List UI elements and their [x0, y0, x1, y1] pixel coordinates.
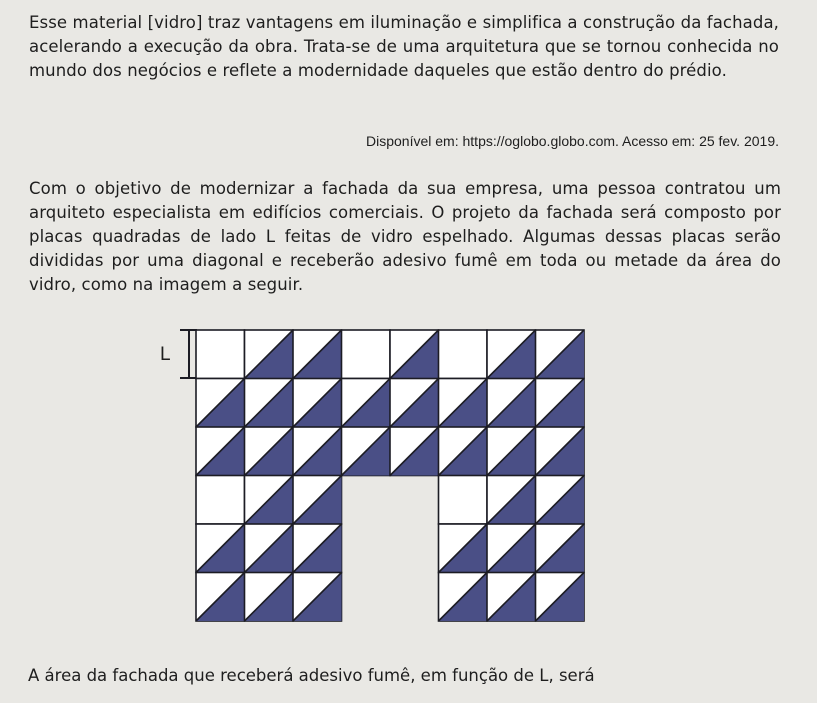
tinted-glass-tile	[390, 330, 439, 379]
tinted-glass-tile	[439, 524, 488, 573]
tinted-glass-tile	[536, 379, 585, 428]
tinted-glass-tile	[390, 379, 439, 428]
tinted-glass-tile	[487, 573, 536, 622]
tinted-glass-tile	[536, 524, 585, 573]
clear-glass-tile	[342, 330, 391, 379]
clear-glass-tile	[439, 330, 488, 379]
clear-glass-tile	[196, 330, 245, 379]
clear-glass-tile	[439, 476, 488, 525]
tinted-glass-tile	[487, 330, 536, 379]
tinted-glass-tile	[536, 427, 585, 476]
tinted-glass-tile	[196, 524, 245, 573]
tinted-glass-tile	[245, 476, 294, 525]
tinted-glass-tile	[536, 330, 585, 379]
tinted-glass-tile	[293, 427, 342, 476]
problem-paragraph: Com o objetivo de modernizar a fachada da sua empresa, uma pessoa contratou um arquiteto especialista em edifícios comerciais. O projeto da fachada será composto por placas quadradas de lado L feitas de vidro espelhado. Algumas dessas placas serão divididas por uma diagonal e receberão adesivo fumê em toda ou metade da área do vidro, como na imagem a seguir.	[29, 179, 781, 294]
tinted-glass-tile	[536, 476, 585, 525]
tinted-glass-tile	[245, 330, 294, 379]
tinted-glass-tile	[487, 427, 536, 476]
tinted-glass-tile	[245, 573, 294, 622]
tinted-glass-tile	[196, 573, 245, 622]
side-length-marker	[160, 330, 197, 378]
tinted-glass-tile	[245, 524, 294, 573]
tinted-glass-tile	[439, 427, 488, 476]
tinted-glass-tile	[245, 379, 294, 428]
tinted-glass-tile	[342, 379, 391, 428]
tinted-glass-tile	[196, 379, 245, 428]
tinted-glass-tile	[536, 573, 585, 622]
tinted-glass-tile	[487, 476, 536, 525]
tinted-glass-tile	[439, 379, 488, 428]
clear-glass-tile	[196, 476, 245, 525]
tinted-glass-tile	[439, 573, 488, 622]
tinted-glass-tile	[245, 427, 294, 476]
side-length-label: L	[160, 344, 171, 365]
tinted-glass-tile	[487, 524, 536, 573]
tinted-glass-tile	[196, 427, 245, 476]
tinted-glass-tile	[293, 573, 342, 622]
tinted-glass-tile	[342, 427, 391, 476]
tinted-glass-tile	[390, 427, 439, 476]
tinted-glass-tile	[293, 524, 342, 573]
tinted-glass-tile	[293, 330, 342, 379]
question-text: A área da fachada que receberá adesivo fumê, em função de L, será	[28, 666, 595, 685]
intro-paragraph: Esse material [vidro] traz vantagens em iluminação e simplifica a construção da fachada, acelerando a execução da obra. Trata-se de uma arquitetura que se tornou conhecida no mundo dos negócios e reflete a modernidade daqueles que estão dentro do prédio.	[29, 13, 779, 80]
tinted-glass-tile	[487, 379, 536, 428]
source-citation: Disponível em: https://oglobo.globo.com. Acesso em: 25 fev. 2019.	[366, 133, 779, 149]
tinted-glass-tile	[293, 476, 342, 525]
tinted-glass-tile	[293, 379, 342, 428]
